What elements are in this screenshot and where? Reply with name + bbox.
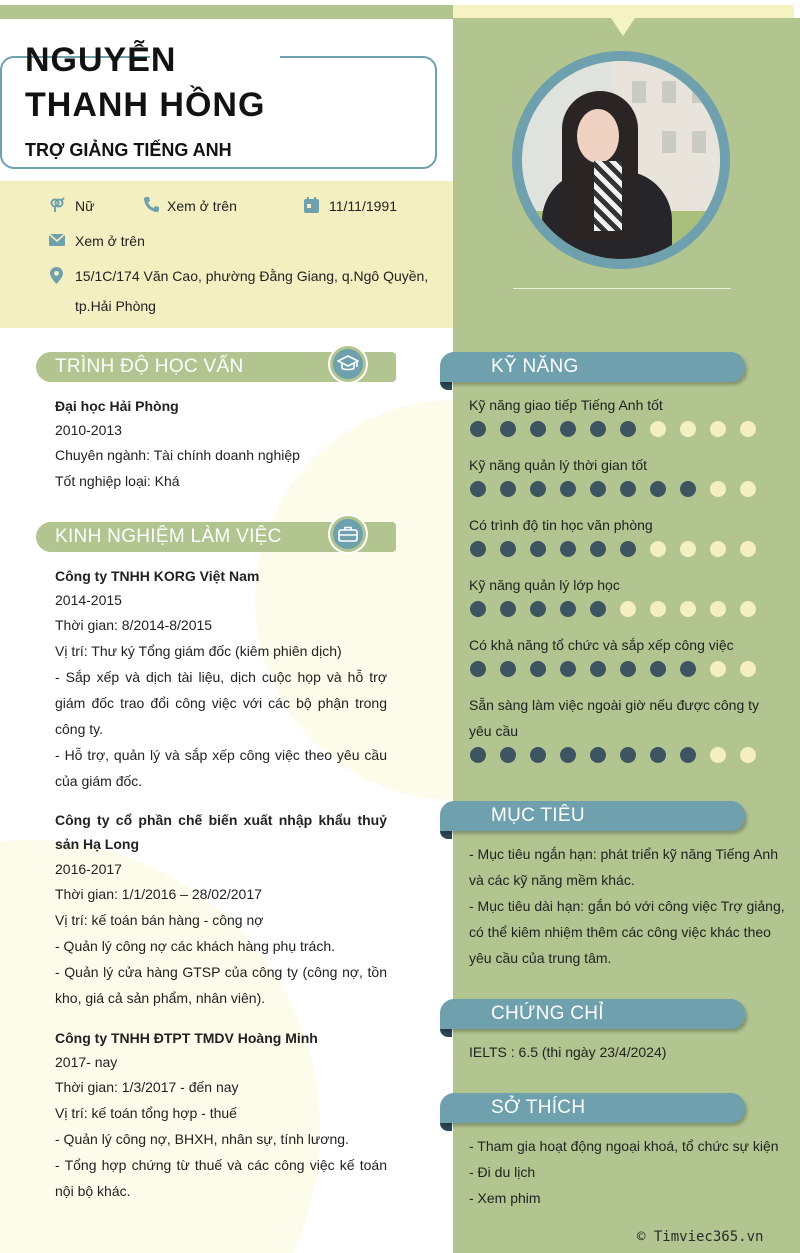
rating-dot-empty: [710, 661, 726, 677]
section-title: CHỨNG CHỈ: [491, 1003, 604, 1024]
rating-dot-empty: [710, 481, 726, 497]
rating-dot-filled: [470, 481, 486, 497]
rating-dot-filled: [650, 661, 666, 677]
rating-dot-filled: [530, 481, 546, 497]
job-years: 2016-2017: [55, 861, 122, 877]
location-pin-icon: [50, 267, 63, 284]
rating-dot-empty: [650, 601, 666, 617]
divider: [513, 288, 731, 289]
rating-dot-filled: [500, 421, 516, 437]
avatar: [522, 61, 720, 259]
education-years: 2010-2013: [55, 422, 122, 438]
section-title: TRÌNH ĐỘ HỌC VẤN: [55, 356, 244, 377]
company-name: Công ty TNHH KORG Việt Nam: [55, 568, 260, 584]
rating-dot-filled: [470, 421, 486, 437]
skill-label: Kỹ năng quản lý thời gian tốt: [469, 457, 648, 473]
company-name: Công ty TNHH ĐTPT TMDV Hoàng Minh: [55, 1030, 318, 1046]
rating-dot-empty: [740, 747, 756, 763]
skill-label: Có trình độ tin học văn phòng: [469, 517, 653, 533]
rating-dot-filled: [560, 481, 576, 497]
photo-window: [662, 131, 676, 153]
notch-decor: [611, 18, 635, 36]
job-period: Thời gian: 1/1/2016 – 28/02/2017: [55, 886, 262, 902]
top-bar: [0, 5, 453, 19]
rating-dot-empty: [740, 661, 756, 677]
job-position: Vị trí: kế toán bán hàng - công nợ: [55, 912, 264, 928]
skill-rating: [470, 541, 756, 557]
phone-icon: [143, 196, 160, 213]
rating-dot-filled: [620, 661, 636, 677]
job-years: 2014-2015: [55, 592, 122, 608]
section-header-objective: [440, 801, 745, 831]
photo-window: [632, 81, 646, 103]
email-value: Xem ở trên: [75, 233, 145, 249]
rating-dot-filled: [650, 747, 666, 763]
rating-dot-filled: [470, 661, 486, 677]
rating-dot-filled: [530, 747, 546, 763]
phone-value: Xem ở trên: [167, 198, 237, 214]
section-title: KINH NGHIỆM LÀM VIỆC: [55, 526, 282, 547]
rating-dot-filled: [680, 747, 696, 763]
hobby-item: - Xem phim: [469, 1190, 541, 1206]
gender-value: Nữ: [75, 198, 95, 214]
rating-dot-filled: [650, 481, 666, 497]
rating-dot-empty: [680, 421, 696, 437]
section-header-hobbies: [440, 1093, 745, 1123]
skill-rating: [470, 601, 756, 617]
section-header-skills: [440, 352, 745, 382]
rating-dot-filled: [470, 541, 486, 557]
job-position: Vị trí: kế toán tổng hợp - thuế: [55, 1105, 237, 1121]
job-position: Vị trí: Thư ký Tổng giám đốc (kiêm phiên dịch): [55, 643, 342, 659]
rating-dot-empty: [710, 747, 726, 763]
name-line-2: THANH HỒNG: [25, 86, 266, 124]
photo-window: [662, 81, 676, 103]
full-name: [25, 38, 285, 128]
address-line-2: tp.Hải Phòng: [75, 298, 156, 314]
rating-dot-empty: [740, 481, 756, 497]
education-major: Chuyên ngành: Tài chính doanh nghiệp: [55, 447, 300, 463]
address-line-1: 15/1C/174 Văn Cao, phường Đằng Giang, q.Ngô Quyền,: [75, 268, 429, 284]
job-period: Thời gian: 1/3/2017 - đến nay: [55, 1079, 239, 1095]
rating-dot-filled: [500, 601, 516, 617]
hobby-item: - Đi du lịch: [469, 1164, 536, 1180]
rating-dot-filled: [530, 541, 546, 557]
job-duty: - Tổng hợp chứng từ thuế và các công việc kế toán nội bộ khác.: [55, 1157, 387, 1199]
section-title: KỸ NĂNG: [491, 356, 579, 377]
rating-dot-filled: [470, 601, 486, 617]
rating-dot-filled: [590, 601, 606, 617]
rating-dot-filled: [560, 601, 576, 617]
rating-dot-filled: [590, 661, 606, 677]
rating-dot-filled: [530, 421, 546, 437]
rating-dot-filled: [560, 661, 576, 677]
rating-dot-filled: [620, 541, 636, 557]
hobby-item: - Tham gia hoạt động ngoại khoá, tổ chức sự kiện: [469, 1138, 779, 1154]
objective-long-term: - Mục tiêu dài hạn: gắn bó với công việc Trợ giảng, có thể kiêm nhiệm thêm các công việc khác theo yêu cầu của trung tâm.: [469, 898, 785, 966]
job-duty: - Hỗ trợ, quản lý và sắp xếp công việc theo yêu cầu của giám đốc.: [55, 747, 387, 789]
rating-dot-filled: [590, 747, 606, 763]
job-duty: - Quản lý công nợ các khách hàng phụ trách.: [55, 938, 336, 954]
rating-dot-filled: [620, 747, 636, 763]
rating-dot-empty: [710, 421, 726, 437]
rating-dot-empty: [680, 541, 696, 557]
rating-dot-filled: [530, 601, 546, 617]
photo-window: [692, 131, 706, 153]
rating-dot-filled: [530, 661, 546, 677]
rating-dot-empty: [740, 541, 756, 557]
name-line-1: NGUYỄN: [25, 41, 177, 79]
section-title: MỤC TIÊU: [491, 805, 585, 826]
company-name: Công ty cổ phần chế biến xuất nhập khẩu thuỷ sản Hạ Long: [55, 812, 387, 852]
certificate-item: IELTS : 6.5 (thi ngày 23/4/2024): [469, 1044, 667, 1060]
skill-label: Kỹ năng quản lý lớp học: [469, 577, 620, 593]
education-grade: Tốt nghiệp loại: Khá: [55, 473, 180, 489]
rating-dot-filled: [590, 481, 606, 497]
birthday-value: 11/11/1991: [329, 198, 397, 214]
rating-dot-filled: [500, 747, 516, 763]
skill-rating: [470, 661, 756, 677]
calendar-icon: [304, 197, 319, 213]
job-duty: - Quản lý cửa hàng GTSP của công ty (công nợ, tồn kho, giá cả sản phẩm, nhân viên).: [55, 964, 387, 1006]
skill-rating: [470, 421, 756, 437]
email-icon: [49, 234, 65, 246]
skill-rating: [470, 481, 756, 497]
photo-face: [577, 109, 619, 163]
rating-dot-filled: [590, 541, 606, 557]
rating-dot-empty: [710, 541, 726, 557]
rating-dot-filled: [470, 747, 486, 763]
job-duty: - Sắp xếp và dịch tài liệu, dịch cuộc họp và hỗ trợ giám đốc trao đổi công việc với các bộ phận trong công ty.: [55, 669, 387, 737]
photo-window: [692, 81, 706, 103]
rating-dot-empty: [740, 601, 756, 617]
rating-dot-filled: [620, 481, 636, 497]
job-years: 2017- nay: [55, 1054, 118, 1070]
rating-dot-empty: [680, 601, 696, 617]
rating-dot-filled: [680, 481, 696, 497]
rating-dot-filled: [500, 481, 516, 497]
section-header-certificates: [440, 999, 745, 1029]
school-name: Đại học Hải Phòng: [55, 398, 179, 414]
briefcase-icon: [330, 516, 366, 552]
rating-dot-filled: [560, 541, 576, 557]
skill-rating: [470, 747, 756, 763]
photo-scarf: [594, 161, 622, 231]
rating-dot-empty: [740, 421, 756, 437]
skill-label: Sẵn sàng làm việc ngoài giờ nếu được công ty yêu cầu: [469, 697, 760, 739]
rating-dot-empty: [650, 541, 666, 557]
rating-dot-empty: [620, 601, 636, 617]
rating-dot-filled: [590, 421, 606, 437]
rating-dot-empty: [650, 421, 666, 437]
graduation-cap-icon: [330, 346, 366, 382]
rating-dot-filled: [500, 541, 516, 557]
job-title: TRỢ GIẢNG TIẾNG ANH: [25, 140, 232, 160]
skill-label: Kỹ năng giao tiếp Tiếng Anh tốt: [469, 397, 663, 413]
rating-dot-filled: [500, 661, 516, 677]
rating-dot-filled: [560, 747, 576, 763]
skill-label: Có khả năng tổ chức và sắp xếp công việc: [469, 637, 734, 653]
rating-dot-filled: [560, 421, 576, 437]
rating-dot-filled: [680, 661, 696, 677]
rating-dot-empty: [710, 601, 726, 617]
job-duty: - Quản lý công nợ, BHXH, nhân sự, tính lương.: [55, 1131, 349, 1147]
copyright-footer: © Timviec365.vn: [637, 1229, 764, 1245]
job-period: Thời gian: 8/2014-8/2015: [55, 617, 213, 633]
right-top-band: [453, 5, 794, 18]
objective-short-term: - Mục tiêu ngắn hạn: phát triển kỹ năng Tiếng Anh và các kỹ năng mềm khác.: [469, 846, 778, 888]
section-title: SỞ THÍCH: [491, 1097, 586, 1118]
rating-dot-filled: [620, 421, 636, 437]
gender-icon: [49, 197, 65, 213]
